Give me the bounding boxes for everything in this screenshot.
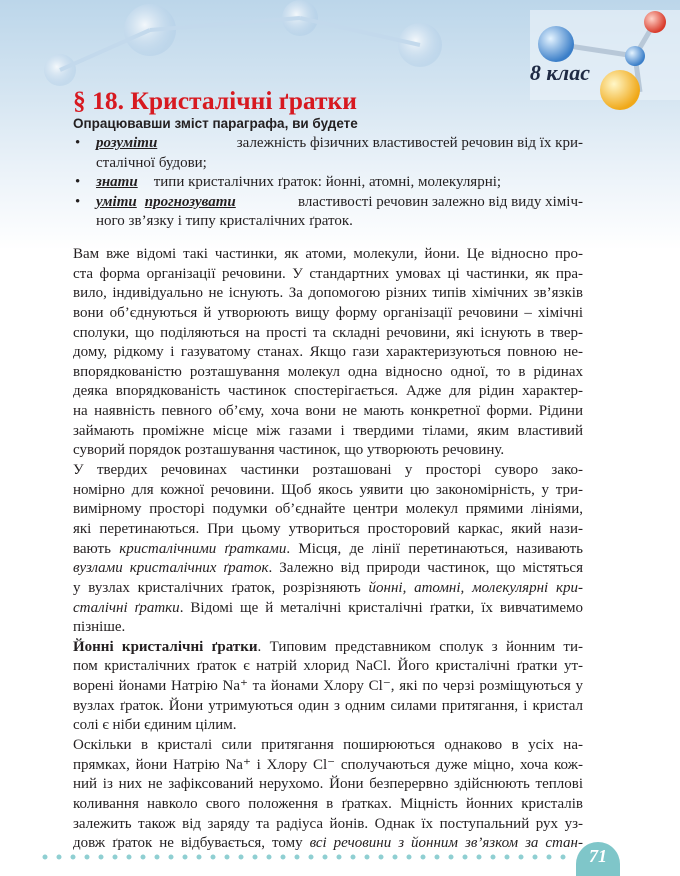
goal-item: • знати типи кристалічних ґраток: йонні, атомні, молекулярні; — [75, 174, 502, 190]
goal-verb: прогнозувати — [144, 193, 236, 210]
paragraph: Вам вже відомі такі частинки, як атоми, молекули, йони. Це відносно про- ста форма організації речовини. У стандартних умовах ці частинки, як пра- вило, індивідуально не існують. За допомогою різних типів хімічних зв’язків вони об’єднуються й утворюють вищу форму організації речовини – хімічні сполуки, що поділяються на прості та складні речовини, які існують в твер- дому, рідкому і газуватому станах. Якщо гази характеризуються повною не- впорядкованістю розташування молекул одна відносно одної, то в рідинах деяка впорядкованість частинок спостерігається. Адже для рідин характер- на наявність певного об’єму, хоча вони не мають конкретної форми. Рідини займають проміжне місце між газами і твердими тілами, яким властивий суворий порядок розташування частинок, що утворюють речовину. — [73, 246, 583, 459]
grade-label: 8 клас — [529, 60, 590, 85]
paragraph: У твердих речовинах частинки розташовані у просторі суворо зако- номірно для кожної речовини. Щоб якось уявити цю закономірність, у три- вимірному просторі подумки об’єднайте центри молекул прямими лініями, які перетинаються. При цьому утвориться просторовий каркас, який нази- вають кристалічними ґратками. Місця, де лінії перетинаються, називають вузлами кристалічних ґраток. Залежно від природи частинок, що містяться у вузлах кристалічних ґраток, розрізняють йонні, атомні, молекулярні кри- сталічні ґратки. Відомі ще й металічні кристалічні ґратки, їх вивчатимемо пізніше. — [73, 462, 584, 636]
learning-goals-intro: Опрацювавши зміст параграфа, ви будете — [73, 116, 358, 131]
goal-item: • уміти прогнозувати властивості речовин залежно від виду хіміч- ного зв’язку і типу кристалічних ґраток. — [75, 193, 583, 229]
decorative-dots — [40, 852, 600, 862]
paragraph: Оскільки в кристалі сили притягання поширюються однаково в усіх на- прямках, йони Натрію Na⁺ і Хлору Cl⁻ сполучаються дуже міцно, хоча кож- ний із них не зафіксований нерухомо. Йони безперервно здійснюють теплові коливання навколо свого положення в ґратках. Міцність йонних кристалів залежить також від заряду та радіуса йонів. Однак їх поступальний рух уз- довж ґраток не відбувається, тому всі речовини з йонним зв’язком за стан- — [73, 737, 583, 852]
blue-atom-icon — [538, 26, 574, 62]
term: сталічні ґратки — [73, 599, 180, 616]
page-number: 71 — [576, 842, 620, 876]
red-atom-icon — [644, 11, 666, 33]
goal-verb: уміти — [96, 193, 137, 210]
yellow-atom-icon — [600, 70, 640, 110]
goal-item: • розуміти залежність фізичних властивостей речовин від їх кри- сталічної будови; — [75, 135, 583, 171]
term: йонні, атомні, молекулярні кри- — [368, 579, 584, 596]
term: кристалічними ґратками — [119, 540, 287, 557]
term: всі речовини з йонним зв’язком за стан- — [309, 835, 583, 852]
term: вузлами кристалічних ґраток — [73, 560, 269, 577]
goal-verb: знати — [96, 174, 138, 190]
learning-goals-list — [73, 134, 583, 232]
section-title: § 18. Кристалічні ґратки — [73, 86, 357, 115]
paragraph: Йонні кристалічні ґратки. Типовим представником сполук з йонним ти- пом кристалічних ґраток є натрій хлорид NaCl. Його кристалічні ґратки ут- ворені йонами Натрію Na⁺ та йонами Хлору Cl⁻, які по черзі розміщуються у вузлах ґраток. Йони утримуються один з одним силами притягання, і кристал солі є ніби єдиним цілим. — [73, 638, 583, 734]
goal-verb: розуміти — [96, 135, 158, 151]
term: Йонні кристалічні ґратки — [73, 638, 258, 655]
body-text — [73, 245, 583, 854]
